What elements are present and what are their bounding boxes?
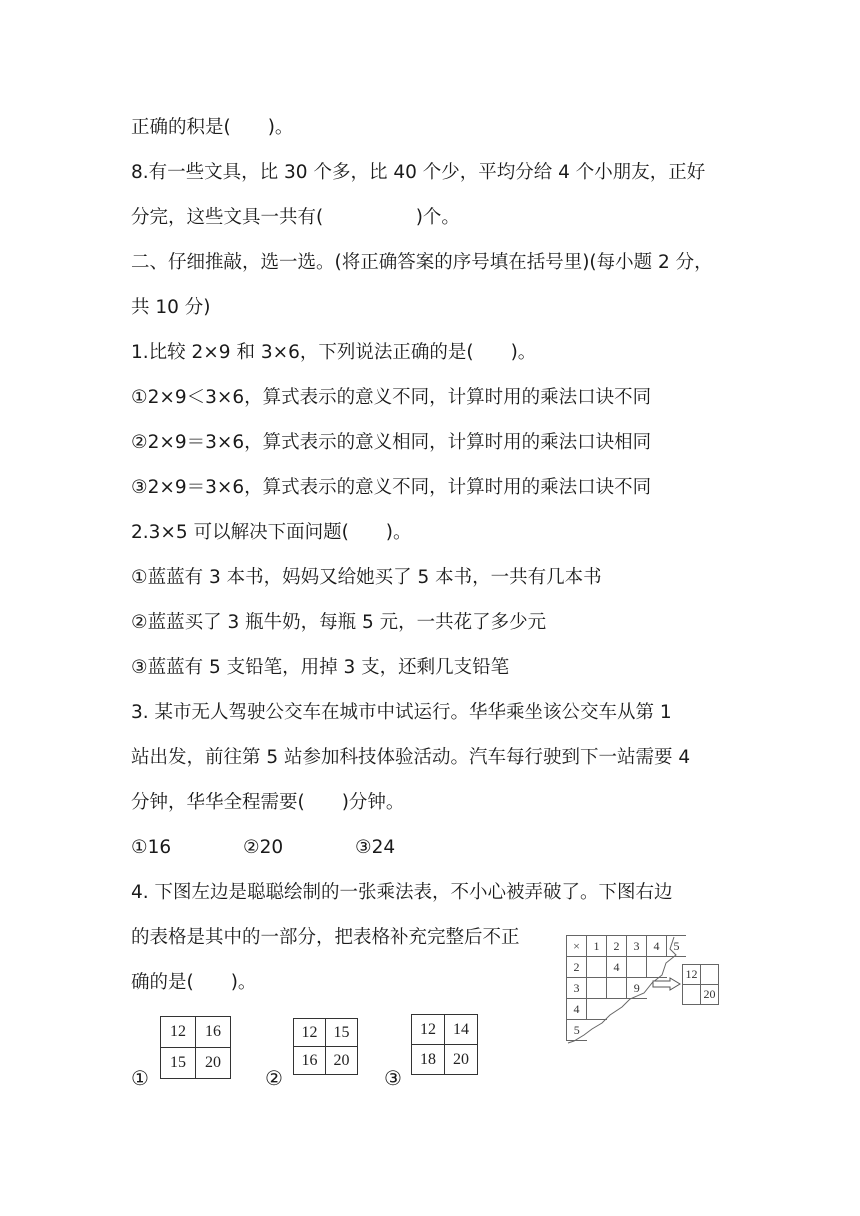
grid-cell: 18: [412, 1045, 445, 1075]
mt-header-cell: 4: [647, 936, 667, 957]
grid-cell: 20: [445, 1045, 478, 1075]
question-2-option-3: ③蓝蓝有 5 支铅笔，用掉 3 支，还剩几支铅笔: [131, 657, 510, 678]
grid-cell: 12: [412, 1015, 445, 1045]
grid-cell: 15: [161, 1048, 196, 1079]
question-3-line-2: 站出发，前往第 5 站参加科技体验活动。汽车每行驶到下一站需要 4: [131, 747, 691, 768]
grid-cell: 16: [294, 1047, 326, 1075]
question-1-option-3: ③2×9＝3×6，算式表示的意义不同，计算时用的乘法口诀不同: [131, 477, 652, 498]
question-4-option-3-label: ③: [384, 1066, 402, 1090]
grid-cell: 12: [161, 1017, 196, 1048]
question-3-line-1: 3. 某市无人驾驶公交车在城市中试运行。华华乘坐该公交车从第 1: [131, 702, 672, 723]
mt-header-cell: 3: [627, 936, 647, 957]
question-3-option-3: ③24: [355, 837, 396, 858]
question-4-option-3-grid: [411, 1014, 478, 1075]
question-4-option-1-grid: [160, 1016, 231, 1079]
question-4-option-1-label: ①: [131, 1066, 149, 1090]
multiplication-table-figure: [566, 935, 726, 1045]
fragment-cell: 20: [701, 985, 719, 1005]
table-fragment: [682, 964, 719, 1005]
mt-header-cell: 2: [607, 936, 627, 957]
grid-cell: 12: [294, 1019, 326, 1047]
mt-cell: 4: [607, 957, 627, 978]
fragment-cell: [683, 985, 701, 1005]
question-2-option-1: ①蓝蓝有 3 本书，妈妈又给她买了 5 本书，一共有几本书: [131, 567, 602, 588]
grid-cell: 14: [445, 1015, 478, 1045]
mt-cell: 4: [567, 999, 587, 1020]
grid-cell: 20: [326, 1047, 358, 1075]
question-1-stem: 1.比较 2×9 和 3×6，下列说法正确的是( )。: [131, 342, 537, 363]
grid-cell: 16: [196, 1017, 231, 1048]
mt-cell: 9: [627, 978, 647, 999]
grid-cell: 15: [326, 1019, 358, 1047]
question-8-line-1: 8.有一些文具，比 30 个多，比 40 个少，平均分给 4 个小朋友，正好: [131, 162, 706, 183]
mt-cell: 5: [567, 1020, 587, 1041]
question-8-line-2: 分完，这些文具一共有( )个。: [131, 207, 460, 228]
mt-header-cell: 1: [587, 936, 607, 957]
question-4-option-2-label: ②: [265, 1066, 283, 1090]
section-2-heading-line-2: 共 10 分): [131, 297, 211, 318]
arrow-icon: [652, 977, 682, 991]
question-2-option-2: ②蓝蓝买了 3 瓶牛奶，每瓶 5 元，一共花了多少元: [131, 612, 547, 633]
question-4-line-2: 的表格是其中的一部分，把表格补充完整后不正: [131, 927, 520, 948]
mt-header-cell: ×: [567, 936, 587, 957]
question-3-option-1: ①16: [131, 837, 172, 858]
grid-cell: 20: [196, 1048, 231, 1079]
question-3-line-3: 分钟，华华全程需要( )分钟。: [131, 792, 405, 813]
question-3-option-2: ②20: [243, 837, 284, 858]
mt-cell: 3: [567, 978, 587, 999]
question-4-line-1: 4. 下图左边是聪聪绘制的一张乘法表，不小心被弄破了。下图右边: [131, 882, 673, 903]
section-2-heading-line-1: 二、仔细推敲，选一选。(将正确答案的序号填在括号里)(每小题 2 分，: [131, 252, 713, 273]
mt-cell: 2: [567, 957, 587, 978]
question-1-option-2: ②2×9＝3×6，算式表示的意义相同，计算时用的乘法口诀相同: [131, 432, 652, 453]
question-4-line-3: 确的是( )。: [131, 972, 257, 993]
mt-header-cell: 5: [667, 936, 687, 957]
question-1-option-1: ①2×9＜3×6，算式表示的意义不同，计算时用的乘法口诀不同: [131, 387, 652, 408]
text-line-1: 正确的积是( )。: [131, 117, 294, 138]
fragment-cell: 12: [683, 965, 701, 985]
fragment-cell: [701, 965, 719, 985]
question-2-stem: 2.3×5 可以解决下面问题( )。: [131, 522, 412, 543]
question-4-option-2-grid: [293, 1018, 358, 1075]
